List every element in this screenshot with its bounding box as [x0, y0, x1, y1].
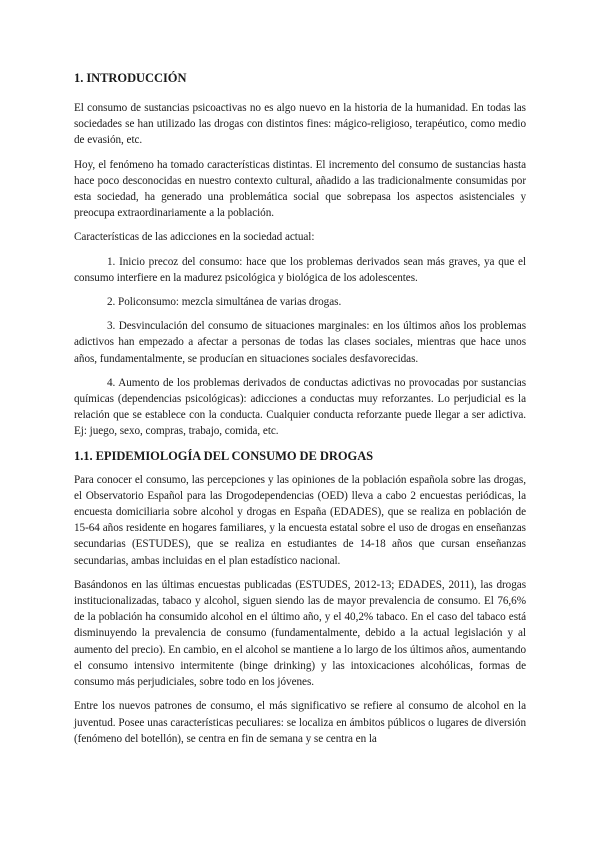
list-item: 2. Policonsumo: mezcla simultánea de varias drogas.: [107, 296, 342, 309]
paragraph: Entre los nuevos patrones de consumo, el más significativo se refiere al consumo de alcohol en la juventud. Posee unas características peculiares: se localiza en ámbitos públicos o lugares de diversión (fenómeno del botellón), se centra en fin de semana y se centra en la: [74, 700, 526, 745]
paragraph: Características de las adicciones en la sociedad actual:: [74, 231, 315, 244]
paragraph: El consumo de sustancias psicoactivas no es algo nuevo en la historia de la humanidad. En todas las sociedades se han utilizado las drogas con distintos fines: mágico-religioso, terapéutico, como medio de evasión, etc.: [74, 102, 526, 147]
paragraph: Basándonos en las últimas encuestas publicadas (ESTUDES, 2012-13; EDADES, 2011), las drogas institucionalizadas, tabaco y alcohol, siguen siendo las de mayor prevalencia de consumo. El 76,6% de la población ha consumido alcohol en el último año, y el 40,2% tabaco. En el caso del tabaco está disminuyendo la prevalencia de consumo (fundamentalmente, debido a la actual legislación y al aumento del precio). En cambio, en el alcohol se mantiene a lo largo de los últimos años, aumentando el consumo intensivo intermitente (binge drinking) y las intoxicaciones alcohólicas, formas de consumo más perjudiciales, sobre todo en los jóvenes.: [74, 578, 526, 689]
section-heading-epidemiologia: 1.1. EPIDEMIOLOGÍA DEL CONSUMO DE DROGAS: [74, 448, 374, 463]
list-item: 3. Desvinculación del consumo de situaciones marginales: en los últimos años los problemas adictivos han empezado a afectar a personas de todas las clases sociales, mientras que hace unos años, fundamentalmente, se producían en situaciones sociales desfavorecidas.: [74, 320, 526, 365]
list-item: 1. Inicio precoz del consumo: hace que los problemas derivados sean más graves, ya que el consumo interfiere en la madurez psicológica y biológica de los adolescentes.: [74, 255, 526, 284]
list-item: 4. Aumento de los problemas derivados de conductas adictivas no provocadas por sustancias químicas (dependencias psicológicas): adicciones a conductas muy reforzantes. Lo perjudicial es la relación que se establece con la conducta. Cualquier conducta reforzante puede llegar a ser adictiva. Ej: juego, sexo, compras, trabajo, comida, etc.: [74, 376, 526, 438]
document-page: [74, 64, 526, 755]
section-heading-introduccion: 1. INTRODUCCIÓN: [74, 71, 187, 85]
paragraph: Hoy, el fenómeno ha tomado características distintas. El incremento del consumo de sustancias hasta hace poco desconocidas en nuestro contexto cultural, añadido a las tradicionalmente consumidas por esta sociedad, ha generado una problemática social que sobrepasa los aspectos asistenciales y preocupa extraordinariamente a la población.: [74, 158, 526, 220]
paragraph: Para conocer el consumo, las percepciones y las opiniones de la población española sobre las drogas, el Observatorio Español para las Drogodependencias (OED) lleva a cabo 2 encuestas periódicas, la encuesta domiciliaria sobre alcohol y drogas en España (EDADES), que se realiza en población de 15-64 años residente en hogares familiares, y la encuesta estatal sobre el uso de drogas en enseñanzas secundarias (ESTUDES), que se realiza en estudiantes de 14-18 años que cursan enseñanzas secundarias, ambas incluidas en el plan estadístico nacional.: [74, 473, 526, 567]
